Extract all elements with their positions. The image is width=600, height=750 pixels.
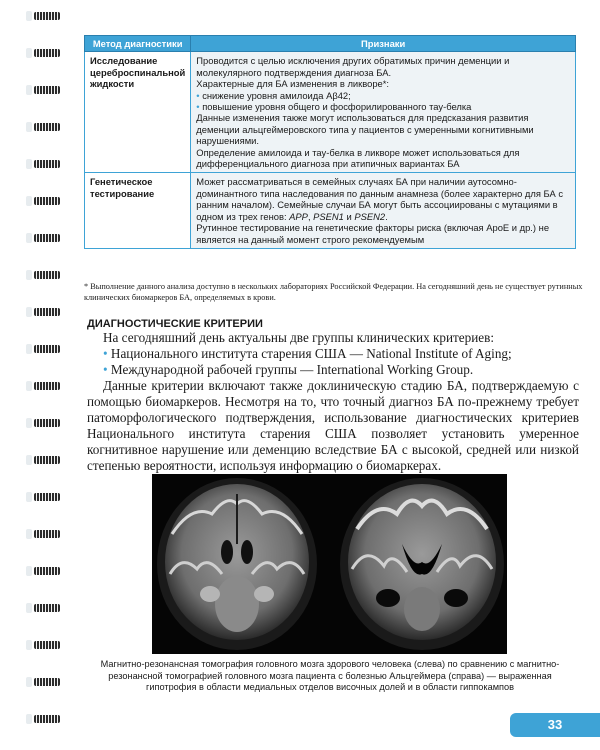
genetic-text: Может рассматриваться в семейных случаях БА при наличии аутосомно-доминантного типа наследования по данным анамнеза (более характерно для БА с ранним началом). Семейные случаи БА могут быть ассоциированы с мутациями в одном из трех генов: APP, PSEN1 и PSEN2. (196, 176, 564, 222)
signs-cell (191, 173, 576, 248)
bullet-icon: • (103, 346, 111, 361)
gene-name: PSEN2 (354, 210, 386, 222)
binding-ring (26, 526, 60, 544)
binding-ring (26, 711, 60, 729)
method-cell: Генетическое тестирование (85, 173, 191, 248)
binding-ring (26, 378, 60, 396)
gene-name: PSEN1 (313, 210, 344, 222)
gene-name: APP (289, 210, 308, 222)
binding-ring (26, 637, 60, 655)
diagnostics-table (84, 35, 576, 249)
method-cell: Исследование цереброспинальной жидкости (85, 52, 191, 173)
table-header-row (85, 36, 576, 52)
bullet-icon: • (103, 362, 111, 377)
table-row (85, 173, 576, 248)
binding-ring (26, 230, 60, 248)
signs-cell (191, 52, 576, 173)
bullet-text: повышение уровня общего и фосфорилированного тау-белка (202, 101, 472, 113)
book-page (62, 0, 600, 750)
genetic-text-part: Может рассматриваться в семейных случаях БА при наличии аутосомно-доминантного типа наследования по данным анамнеза (более характерно для БА с ранним началом). Семейные случаи БА могут быть ассоциированы с мутациями в одном из трех генов: (196, 176, 564, 222)
binding-ring (26, 45, 60, 63)
footnote: * Выполнение данного анализа доступно в нескольких лабораториях Российской Федерации. На сегодняшний день не существует рутинных клинических биомаркеров БА, определяемых в крови. (84, 282, 583, 302)
intro-paragraph: На сегодняшний день актуальны две группы клинических критериев: (103, 330, 495, 345)
signs-bullet (196, 90, 570, 101)
mri-alzheimer (340, 478, 504, 650)
mri-scans (152, 474, 507, 654)
binding-ring (26, 563, 60, 581)
section-title: ДИАГНОСТИЧЕСКИЕ КРИТЕРИИ (87, 318, 263, 330)
bullet-icon: • (196, 101, 203, 113)
binding-ring (26, 267, 60, 285)
page-number: 33 (510, 713, 600, 737)
bullet-icon: • (196, 89, 203, 101)
signs-intro: Проводится с целью исключения других обратимых причин деменции и молекулярного подтверждения диагноза БА. (196, 55, 510, 78)
criteria-item (87, 362, 579, 378)
binding-ring (26, 452, 60, 470)
main-paragraph: Данные критерии включают также доклиническую стадию БА, подтверждаемую с помощью биомаркеров. Несмотря на то, что точный диагноз БА по-прежнему требует патоморфологического подтверждения, использование диагностических критериев Национального института старения США позволяет установить умеренное когнитивное нарушение или деменцию вследствие БА с высокой, средней или низкой степенью вероятности, используя информацию о биомаркерах. (87, 378, 579, 473)
table-row (85, 52, 576, 173)
bullet-text: снижение уровня амилоида Aβ42; (202, 89, 351, 101)
table-header-signs: Признаки (191, 36, 576, 52)
signs-bullet (196, 101, 570, 112)
mri-healthy (157, 478, 317, 650)
mri-image-pair (152, 474, 507, 654)
binding-ring (26, 674, 60, 692)
binding-ring (26, 193, 60, 211)
signs-after: Данные изменения также могут использоваться для предсказания развития деменции альцгеймеровского типа у пациентов с умеренными когнитивными нарушениями. (196, 112, 534, 147)
criteria-text: Международной рабочей группы — International Working Group. (110, 362, 474, 377)
binding-ring (26, 415, 60, 433)
genetic-routine: Рутинное тестирование на генетические факторы риска (включая ApoE и др.) не является на данный момент строго рекомендуемым (196, 222, 550, 245)
binding-ring (26, 82, 60, 100)
figure-caption: Магнитно-резонансная томография головного мозга здорового человека (слева) по сравнению с магнитно-резонансной томографией головного мозга пациента с болезнью Альцгеймера (справа) — выраженная гипотрофия в области медиальных отделов височных долей и в области гиппокампов (100, 659, 560, 693)
criteria-text: Национального института старения США — National Institute of Aging; (110, 346, 512, 361)
table-header-method: Метод диагностики (85, 36, 191, 52)
criteria-item (87, 346, 579, 362)
binding-ring (26, 119, 60, 137)
binding-ring (26, 8, 60, 26)
body-text (87, 330, 579, 474)
binding-ring (26, 600, 60, 618)
signs-last: Определение амилоида и тау-белка в ликворе может использоваться для дифференциального диагноза при атипичных вариантах БА (196, 146, 520, 170)
gene-conjunction: и (343, 210, 355, 222)
binding-ring (26, 156, 60, 174)
binding-ring (26, 489, 60, 507)
binding-ring (26, 341, 60, 359)
binding-ring (26, 304, 60, 322)
signs-changes-title: Характерные для БА изменения в ликворе*: (196, 78, 390, 90)
spiral-binding (26, 0, 62, 750)
